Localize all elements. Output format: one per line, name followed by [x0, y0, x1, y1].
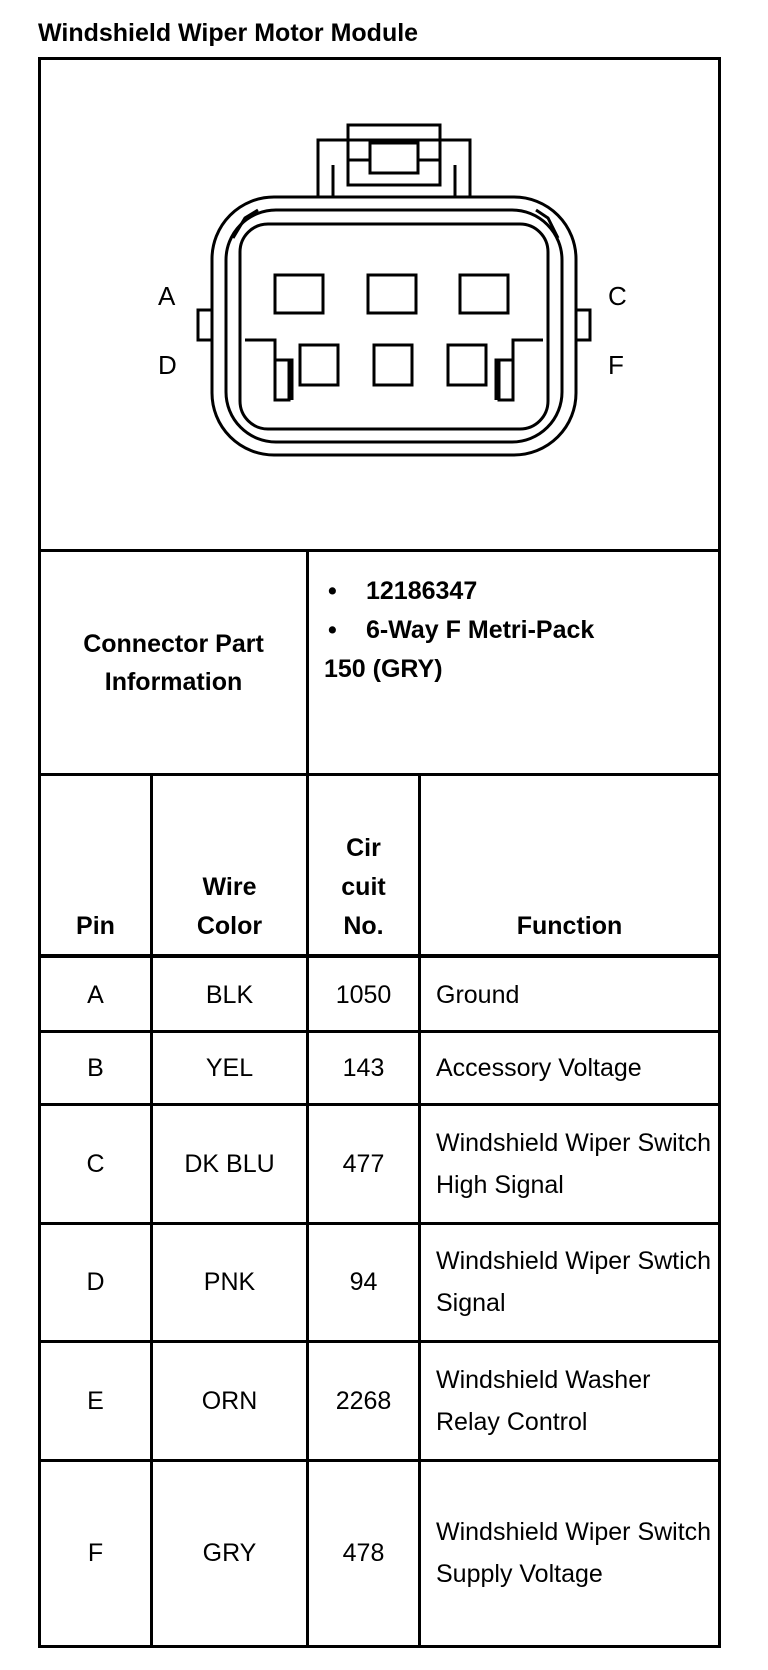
cell-pin: E: [87, 1386, 104, 1415]
header-pin: Pin: [76, 912, 115, 940]
header-wire-color: Wire Color: [196, 873, 263, 940]
cell-circuit-number: 1050: [335, 980, 392, 1009]
cell-function: Windshield Wiper Swtich Signal: [436, 1247, 712, 1317]
cell-function: Windshield Washer Relay Control: [436, 1365, 651, 1436]
cell-function: Windshield Wiper Switch High Signal: [436, 1128, 712, 1199]
cell-wire-color: GRY: [202, 1538, 257, 1567]
cell-function: Accessory Voltage: [436, 1053, 642, 1082]
part-number-item: • 12186347: [328, 577, 478, 605]
cell-pin: C: [86, 1149, 105, 1178]
connector-type-continuation: 150 (GRY): [324, 655, 443, 683]
pin-label-f: F: [608, 350, 624, 380]
page-title: Windshield Wiper Motor Module: [38, 19, 419, 47]
pin-label-d: D: [158, 350, 177, 380]
part-info-label: Connector Part Information: [83, 629, 264, 696]
connector-face-diagram: [41, 60, 718, 549]
cell-circuit-number: 478: [342, 1538, 385, 1567]
cell-pin: A: [87, 980, 104, 1009]
cell-circuit-number: 477: [342, 1149, 385, 1178]
header-circuit-number: Cir cuit No.: [341, 834, 386, 940]
pin-label-c: C: [608, 281, 627, 311]
cell-circuit-number: 2268: [335, 1386, 392, 1415]
header-function: Function: [516, 912, 623, 940]
cell-wire-color: YEL: [205, 1053, 254, 1082]
cell-circuit-number: 94: [349, 1268, 378, 1296]
cell-pin: B: [87, 1053, 104, 1082]
cell-wire-color: PNK: [203, 1268, 256, 1296]
cell-pin: F: [87, 1538, 104, 1567]
cell-function: Windshield Wiper Switch Supply Voltage: [436, 1517, 712, 1588]
cell-wire-color: ORN: [201, 1386, 258, 1415]
cell-function: Ground: [436, 980, 520, 1009]
cell-wire-color: DK BLU: [184, 1149, 275, 1178]
cell-pin: D: [86, 1268, 105, 1296]
cell-circuit-number: 143: [342, 1053, 385, 1082]
part-info-values: [324, 572, 595, 689]
pin-label-a: A: [158, 281, 176, 311]
cell-wire-color: BLK: [205, 980, 254, 1009]
connector-type-item: • 6-Way F Metri-Pack: [328, 616, 595, 644]
